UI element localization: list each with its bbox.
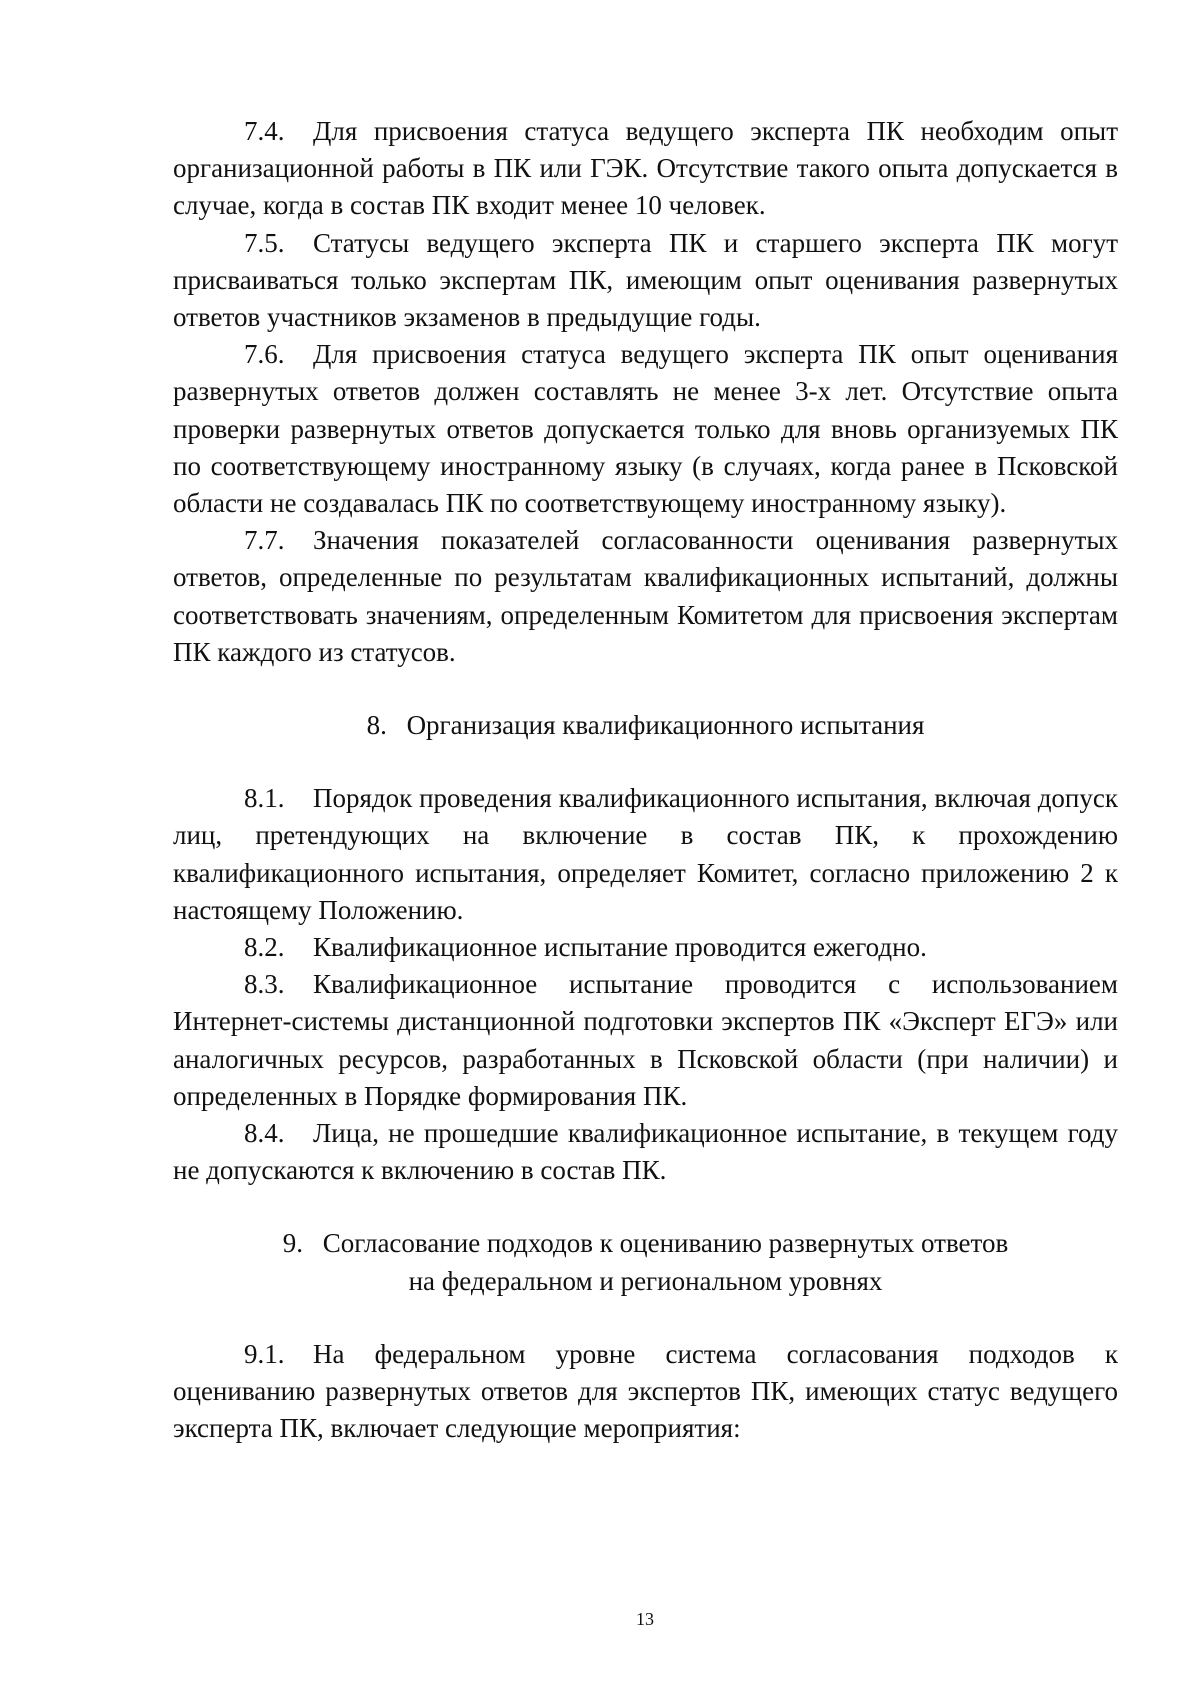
- paragraph-text: Для присвоения статуса ведущего эксперта ПК необходим опыт организационной работы в ПК или ГЭК. Отсутствие такого опыта допускается в случае, когда в состав ПК входит менее 10 человек.: [173, 116, 1118, 221]
- paragraph-number: 8.3.: [244, 969, 285, 1000]
- paragraph-8-3: [173, 966, 1118, 1115]
- paragraph-number: 7.7.: [244, 525, 285, 556]
- section-title: Организация квалификационного испытания: [406, 710, 925, 741]
- section-heading-line-2: на федеральном и региональном уровнях: [408, 1265, 883, 1296]
- paragraph-text: Квалификационное испытание проводится ежегодно.: [313, 932, 927, 963]
- paragraph-number: 8.1.: [244, 783, 285, 814]
- paragraph-7-7: [173, 522, 1118, 671]
- section-number: 8.: [366, 710, 387, 741]
- document-page: [173, 113, 1118, 1448]
- paragraph-text: На федеральном уровне система согласования подходов к оцениванию развернутых ответов для экспертов ПК, имеющих статус ведущего эксперта ПК, включает следующие мероприятия:: [173, 1338, 1118, 1444]
- section-number: 9.: [282, 1228, 304, 1259]
- paragraph-7-5: [173, 225, 1118, 337]
- paragraph-8-1: [173, 780, 1118, 929]
- paragraph-text: Лица, не прошедшие квалификационное испытание, в текущем году не допускаются к включению в состав ПК.: [173, 1118, 1118, 1186]
- paragraph-number: 9.1.: [244, 1338, 285, 1369]
- paragraph-number: 8.2.: [244, 932, 285, 963]
- paragraph-text: Квалификационное испытание проводится с использованием Интернет-системы дистанционной подготовки экспертов ПК «Эксперт ЕГЭ» или аналогичных ресурсов, разработанных в Псковской области (при наличии) и определенных в Порядке формирования ПК.: [173, 969, 1118, 1111]
- section-heading-9: [173, 1225, 1118, 1299]
- paragraph-text: Для присвоения статуса ведущего эксперта ПК опыт оценивания развернутых ответов должен составлять не менее 3-х лет. Отсутствие опыта проверки развернутых ответов допускается только для вновь организуемых ПК по соответствующему иностранному языку (в случаях, когда ранее в Псковской области не создавалась ПК по соответствующему иностранному языку).: [173, 339, 1118, 519]
- section-title: Согласование подходов к оцениванию развернутых ответов: [322, 1228, 1009, 1259]
- paragraph-8-4: [173, 1115, 1118, 1189]
- paragraph-number: 8.4.: [244, 1118, 285, 1149]
- section-heading-8: [173, 707, 1118, 744]
- paragraph-7-4: [173, 113, 1118, 225]
- paragraph-text: Порядок проведения квалификационного испытания, включая допуск лиц, претендующих на включение в состав ПК, к прохождению квалификационного испытания, определяет Комитет, согласно приложению 2 к настоящему Положению.: [173, 783, 1118, 925]
- paragraph-9-1: [173, 1336, 1118, 1448]
- paragraph-number: 7.5.: [244, 227, 285, 258]
- paragraph-8-2: [173, 929, 1118, 966]
- paragraph-number: 7.4.: [244, 116, 285, 146]
- paragraph-text: Статусы ведущего эксперта ПК и старшего эксперта ПК могут присваиваться только экспертам ПК, имеющим опыт оценивания развернутых ответов участников экзаменов в предыдущие годы.: [173, 227, 1118, 333]
- paragraph-7-6: [173, 336, 1118, 522]
- page-number: 13: [636, 1609, 654, 1629]
- paragraph-number: 7.6.: [244, 339, 285, 370]
- section-heading-line-1: [173, 1225, 1118, 1262]
- paragraph-text: Значения показателей согласованности оценивания развернутых ответов, определенные по результатам квалификационных испытаний, должны соответствовать значениям, определенным Комитетом для присвоения экспертам ПК каждого из статусов.: [173, 525, 1118, 667]
